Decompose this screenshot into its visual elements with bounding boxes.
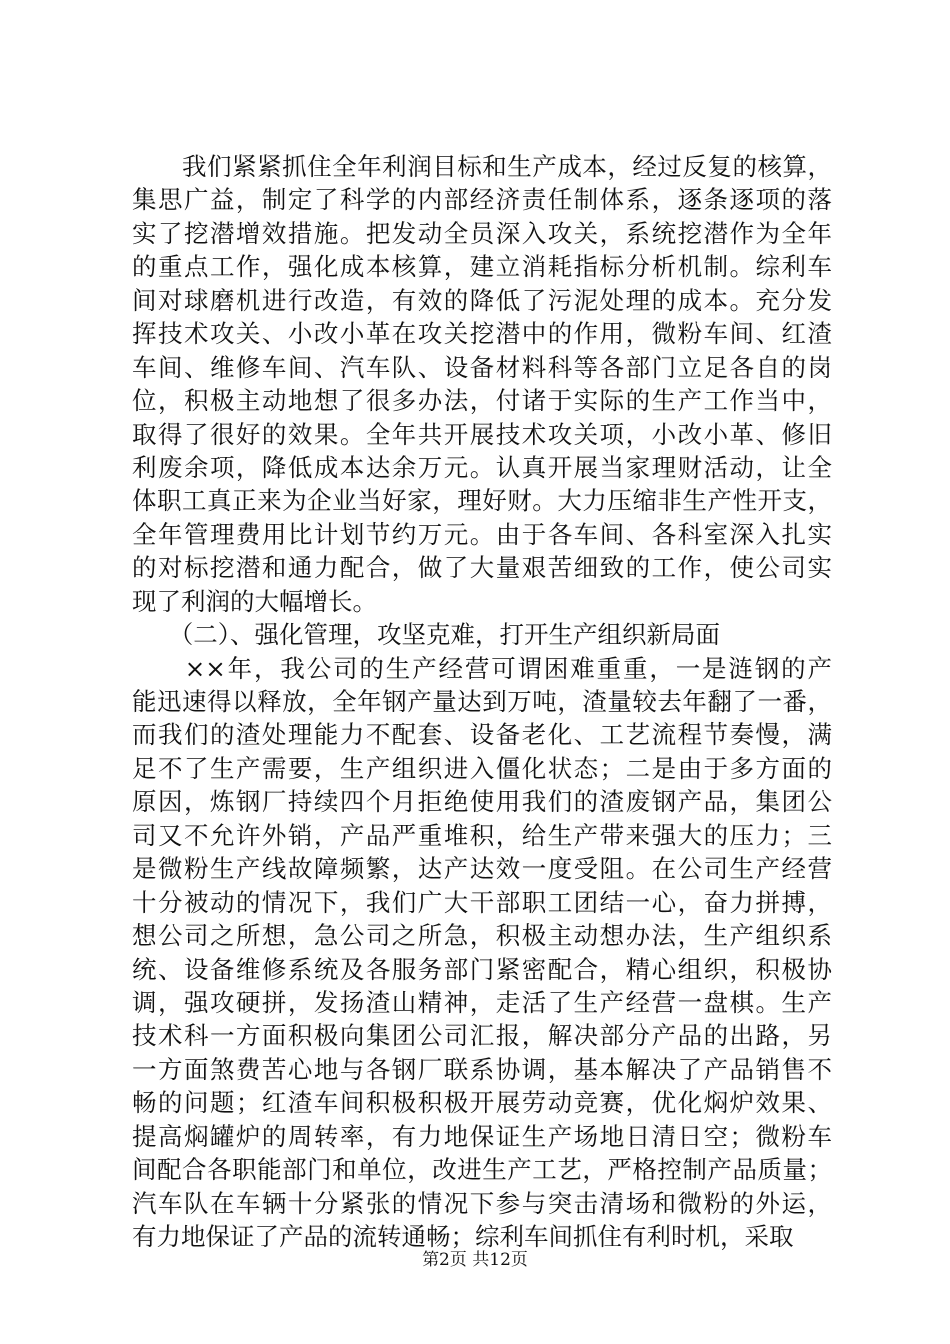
- text-line: ××年，我公司的生产经营可谓困难重重，一是涟钢的产: [132, 653, 832, 683]
- text-line: 汽车队在车辆十分紧张的情况下参与突击清场和微粉的外运，: [132, 1188, 832, 1218]
- paragraph: [132, 652, 832, 1254]
- text-line: 统、设备维修系统及各服务部门紧密配合，精心组织，积极协: [132, 954, 832, 984]
- text-line: 的对标挖潜和通力配合，做了大量艰苦细致的工作，使公司实: [132, 553, 832, 583]
- text-line: 原因，炼钢厂持续四个月拒绝使用我们的渣废钢产品，集团公: [132, 787, 832, 817]
- text-line: 有力地保证了产品的流转通畅；综利车间抓住有利时机，采取: [132, 1222, 794, 1251]
- text-line: 实了挖潜增效措施。把发动全员深入攻关，系统挖潜作为全年: [132, 218, 832, 248]
- text-line: 现了利润的大幅增长。: [132, 586, 377, 616]
- text-line: （二）、强化管理，攻坚克难，打开生产组织新局面: [132, 620, 720, 650]
- text-line: 位，积极主动地想了很多办法，付诸于实际的生产工作当中，: [132, 386, 832, 416]
- text-line: 一方面煞费苦心地与各钢厂联系协调，基本解决了产品销售不: [132, 1054, 832, 1084]
- text-line: 挥技术攻关、小改小革在攻关挖潜中的作用，微粉车间、红渣: [132, 319, 832, 349]
- text-line: 体职工真正来为企业当好家，理好财。大力压缩非生产性开支，: [132, 486, 832, 516]
- text-line: 我们紧紧抓住全年利润目标和生产成本，经过反复的核算，: [132, 152, 832, 181]
- text-line: 取得了很好的效果。全年共开展技术攻关项，小改小革、修旧: [132, 419, 832, 449]
- text-line: 集思广益，制定了科学的内部经济责任制体系，逐条逐项的落: [132, 185, 832, 215]
- paragraph: [132, 150, 832, 618]
- text-line: 足不了生产需要，生产组织进入僵化状态；二是由于多方面的: [132, 753, 832, 783]
- text-line: 是微粉生产线故障频繁，达产达效一度受阻。在公司生产经营: [132, 854, 832, 884]
- text-line: 想公司之所想，急公司之所急，积极主动想办法，生产组织系: [132, 921, 832, 951]
- page-footer: 第2页 共12页: [422, 1250, 528, 1270]
- text-line: 提高焖罐炉的周转率，有力地保证生产场地日清日空；微粉车: [132, 1121, 832, 1151]
- text-line: 畅的问题；红渣车间积极积极开展劳动竞赛，优化焖炉效果、: [132, 1088, 832, 1118]
- text-line: 的重点工作，强化成本核算，建立消耗指标分析机制。综利车: [132, 252, 832, 282]
- text-line: 利废余项，降低成本达余万元。认真开展当家理财活动，让全: [132, 452, 832, 482]
- text-line: 十分被动的情况下，我们广大干部职工团结一心，奋力拼搏，: [132, 887, 832, 917]
- text-line: 间对球磨机进行改造，有效的降低了污泥处理的成本。充分发: [132, 285, 832, 315]
- text-line: 能迅速得以释放，全年钢产量达到万吨，渣量较去年翻了一番，: [132, 687, 832, 716]
- text-line: 司又不允许外销，产品严重堆积，给生产带来强大的压力；三: [132, 820, 832, 850]
- text-line: 技术科一方面积极向集团公司汇报，解决部分产品的出路，另: [132, 1021, 832, 1051]
- text-line: 全年管理费用比计划节约万元。由于各车间、各科室深入扎实: [132, 519, 832, 549]
- text-line: 调，强攻硬拼，发扬渣山精神，走活了生产经营一盘棋。生产: [132, 987, 832, 1017]
- body-text: [132, 150, 832, 1253]
- text-line: 而我们的渣处理能力不配套、设备老化、工艺流程节奏慢，满: [132, 720, 832, 750]
- text-line: 车间、维修车间、汽车队、设备材料科等各部门立足各自的岗: [132, 352, 832, 382]
- text-line: 间配合各职能部门和单位，改进生产工艺，严格控制产品质量；: [132, 1155, 832, 1185]
- paragraph: [132, 618, 832, 651]
